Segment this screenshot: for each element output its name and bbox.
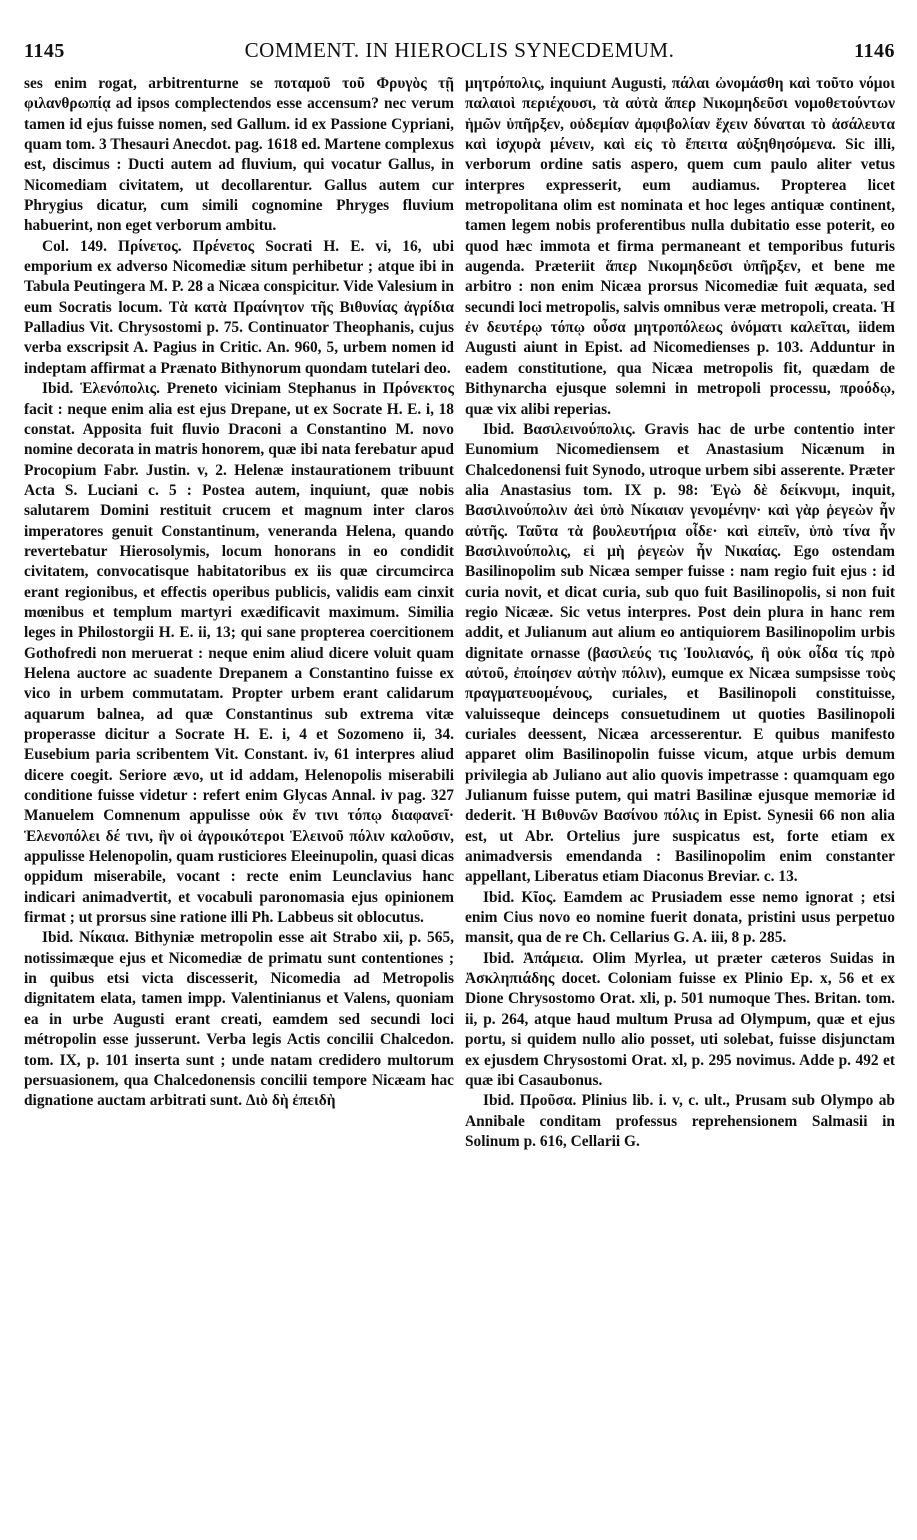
paragraph: ses enim rogat, arbitrenturne se ποταμοῦ τοῦ Φρυγὸς τῇ φιλανθρωπίᾳ ad ipsos complectendos esse accensum? nec verum tamen id ejus fuisse nomen, sed Gallum. id ex Passione Cypriani, quam tom. 3 Thesauri Anecdot. pag. 1618 ed. Martene complexus est, discimus : Ducti autem ad fluvium, qui vocatur Gallus, in Nicomediam civitatem, ut decollarentur. Gallus autem cur Phrygius dicatur, cum simili cognomine Phryges fluvium habuerint, non eget verborum ambitu. (24, 75, 454, 235)
running-header (24, 38, 895, 70)
paragraph: Ibid. Βασιλεινούπολις. Gravis hac de urbe contentio inter Eunomium Nicomediensem et Anastasium Nicænum in Chalcedonensi fuit Synodo, utroque urbem sibi asserente. Præter alia Anastasius tom. IX p. 98: Ἐγὼ δὲ δείκνυμι, inquit, Βασιλινούπολιν ἀεὶ ὑπὸ Νίκαιαν γενομένην· καὶ γὰρ ῥεγεὼν ἦν αὐτῆς. Ταῦτα τὰ βουλευτήρια οἶδε· καὶ εἰπεῖν, ὑπὸ τίνα ἦν Βασιλινούπολις, εἰ μὴ ῥεγεὼν ἦν Νικαίας. Ego ostendam Basilinopolim sub Nicæa semper fuisse : nam regio fuit ejus : id curia novit, et dicat curia, sub quo fuit Basilinopolis, si non fuit regio Nicææ. Sic vetus interpres. Post dein plura in hanc rem addit, et Julianum aut alium eo antiquiorem Basilinopolim urbis dignitate ornasse (βασιλεύς τις Ἰουλιανός, ἢ οὐκ οἶδα τίς πρὸ αὐτοῦ, ἐποίησεν αὐτὴν πόλιν), eumque ex Nicæa sumpsisse τοὺς πραγματευομένους, curiales, et Basilinopoli constituisse, valuisseque deinceps consuetudinem ut quoties Basilinopoli curiales deessent, Nicæa arcesserentur. E quibus manifesto apparet olim Basilinopolin fuisse vicum, atque urbis demum privilegia ab Juliano aut alio quovis impetrasse : quamquam ego Julianum fuisse putem, qui matri Basilinæ ejusque memoriæ id dederit. Ἡ Βιθυνῶν Βασίνου πόλις in Epist. Synesii 66 non alia est, ut Abr. Ortelius jure suspicatus est, forte etiam ex animadversis emendanda : Basilinopolim enim constanter appellant, Liberatus etiam Diaconus Breviar. c. 13. (465, 420, 895, 886)
paragraph: Ibid. Ἑλενόπολις. Preneto viciniam Stephanus in Πρόνεκτος facit : neque enim alia est ejus Drepane, ut ex Socrate H. E. i, 18 constat. Apposita fuit fluvio Draconi a Constantino M. novo nomine decorata in matris honorem, quæ ibi nata ferebatur apud Procopium Fabr. Justin. v, 2. Helenæ instaurationem tribuunt Acta S. Luciani c. 5 : Postea autem, inquiunt, quæ nobis salutarem Domini restituit crucem et magnum inter claros imperatores genuit Constantinum, veneranda Helena, quando revertebatur Hierosolymis, locum honorans in eo condidit civitatem, convocatisque habitatoribus ex iis quæ circumcirca erant regionibus, et effectis operibus publicis, validis eam cinxit mœnibus et templum martyri exædificavit maximum. Similia leges in Philostorgii H. E. ii, 13; qui sane propterea coercitionem Gothofredi non meruerat : neque enim aliud dicere voluit quam Helena auctore ac suadente Drepanem a Constantino fuisse ex vico in urbem commutatam. Propter urbem erant calidarum aquarum balnea, ad quæ Constantinus sub extrema vitæ properasse dicitur a Socrate H. E. i, 4 et Sozomeno ii, 34. Eusebium paria scribentem Vit. Constant. iv, 61 interpres aliud dicere coegit. Seriore ævo, ut id addam, Helenopolis miserabili conditione fuisse videtur : refert enim Glycas Annal. iv pag. 327 Manuelem Comnenum appulisse οὐκ ἔν τινι τόπῳ διαφανεῖ· Ἑλενοπόλει δέ τινι, ἣν οἱ ἀγροικότεροι Ἑλεινοῦ πόλιν καλοῦσιν, appulisse Helenopolin, quam rusticiores Eleeinupolin, quasi dicas oppidum miserabile, vocant : recte enim Leunclavius hanc indicari animadvertit, et vocabuli paronomasia ejus opinionem firmat ; ut prorsus sine ratione illi Ph. Labbeus sit oblocutus. (24, 380, 454, 927)
paragraph: Ibid. Κῖος. Eamdem ac Prusiadem esse nemo ignorat ; etsi enim Cius novo eo nomine fuerit donata, pristini usus perpetuo mansit, qua de re Ch. Cellarius G. A. iii, 8 p. 285. (465, 888, 895, 947)
running-title: COMMENT. IN HIEROCLIS SYNECDEMUM. (244, 38, 675, 62)
page-number-right: 1146 (854, 40, 895, 62)
paragraph: Ibid. Προῦσα. Plinius lib. i. v, c. ult., Prusam sub Olympo ab Annibale conditam professus reprehensionem Salmasii in Solinum p. 616, Cellarii G. (465, 1092, 895, 1150)
page-number-left: 1145 (24, 40, 65, 62)
right-column (465, 74, 895, 1152)
left-column (24, 74, 454, 1152)
paragraph: Ibid. Νίκαια. Bithyniæ metropolin esse ait Strabo xii, p. 565, notissimæque ejus et Nicomediæ de primatu sunt contentiones ; in quibus etsi victa discesserit, Nicomedia ad Metropolis dignitatem elata, tamen impp. Valentinianus et Valens, quoniam ea in urbe Augusti erant creati, eamdem sed secundi loci métropolin esse jusserunt. Verba legis Actis concilii Chalcedon. tom. IX, p. 101 inserta sunt ; unde natam credidero multorum persuasionem, qua Chalcedonensis concilii tempore Nicæam hac dignatione auctam arbitrati sunt. Διὸ δὴ ἐπειδὴ (24, 929, 454, 1110)
paragraph: Ibid. Ἀπάμεια. Olim Myrlea, ut præter cæteros Suidas in Ἀσκληπιάδης docet. Coloniam fuisse ex Plinio Ep. x, 56 et ex Dione Chrysostomo Orat. xli, p. 501 numoque Thes. Britan. tom. ii, p. 264, atque haud multum Prusa ad Olympum, quæ et ejus portu, si quidem nullo alio posset, uti solebat, fuisse disjunctam ex ejusdem Chrysostomi Orat. xl, p. 295 novimus. Adde p. 492 et quæ ibi Casaubonus. (465, 949, 895, 1089)
paragraph: μητρόπολις, inquiunt Augusti, πάλαι ὠνομάσθη καὶ τοῦτο νόμοι παλαιοὶ περιέχουσι, τὰ αὐτὰ ἅπερ Νικομηδεῦσι νομοθετούντων ἡμῶν ὑπῆρξεν, οὐδεμίαν ἀμφιβολίαν ἔχειν δύναται τὸ ἀσάλευτα καὶ ἰσχυρὰ μένειν, καὶ εἰς τὸ ἔπειτα αὐξηθησόμενα. Sic illi, verborum ordine satis aspero, quem cum paulo aliter vetus interpres expresserit, eum audiamus. Propterea licet metropolitana olim est nominata et hoc leges antiquæ continent, tamen legem nobis proferentibus nulla dubitatio esse poterit, eo quod hæc immota et firma permaneant et temporibus futuris augenda. Præteriit ἅπερ Νικομηδεῦσι ὑπῆρξεν, et bene me arbitro : non enim Nicæa prorsus Nicomediæ fuit æquata, sed secundi loci metropolis, salvis omnibus veræ metropoli, creata. Ἡ ἐν δευτέρῳ τόπῳ οὖσα μητροπόλεως ὀνόματι καλεῖται, iidem Augusti aiunt in Epist. ad Nicomedienses p. 103. Adduntur in eadem constitutione, qua Nicæa metropolis fit, quædam de Bithynarcha ejusque solemni in metropoli processu, προόδῳ, quæ vix alibi reperias. (465, 75, 895, 418)
paragraph: Col. 149. Πρίνετος. Πρένετος Socrati H. E. vi, 16, ubi emporium ex adverso Nicomediæ situm perhibetur ; atque ibi in Tabula Peutingera M. P. 28 a Nicæa conspicitur. Vide Valesium in eum Socratis locum. Τὰ κατὰ Πραίνητον τῆς Βιθυνίας ἀγρίδια Palladius Vit. Chrysostomi p. 75. Continuator Theophanis, cujus verba exscripsit A. Pagius in Critic. An. 960, 5, urbem nomen id indeptam affirmat a Prænato Bithynorum quondam tutelari deo. (24, 237, 454, 377)
text-columns (24, 74, 895, 1152)
